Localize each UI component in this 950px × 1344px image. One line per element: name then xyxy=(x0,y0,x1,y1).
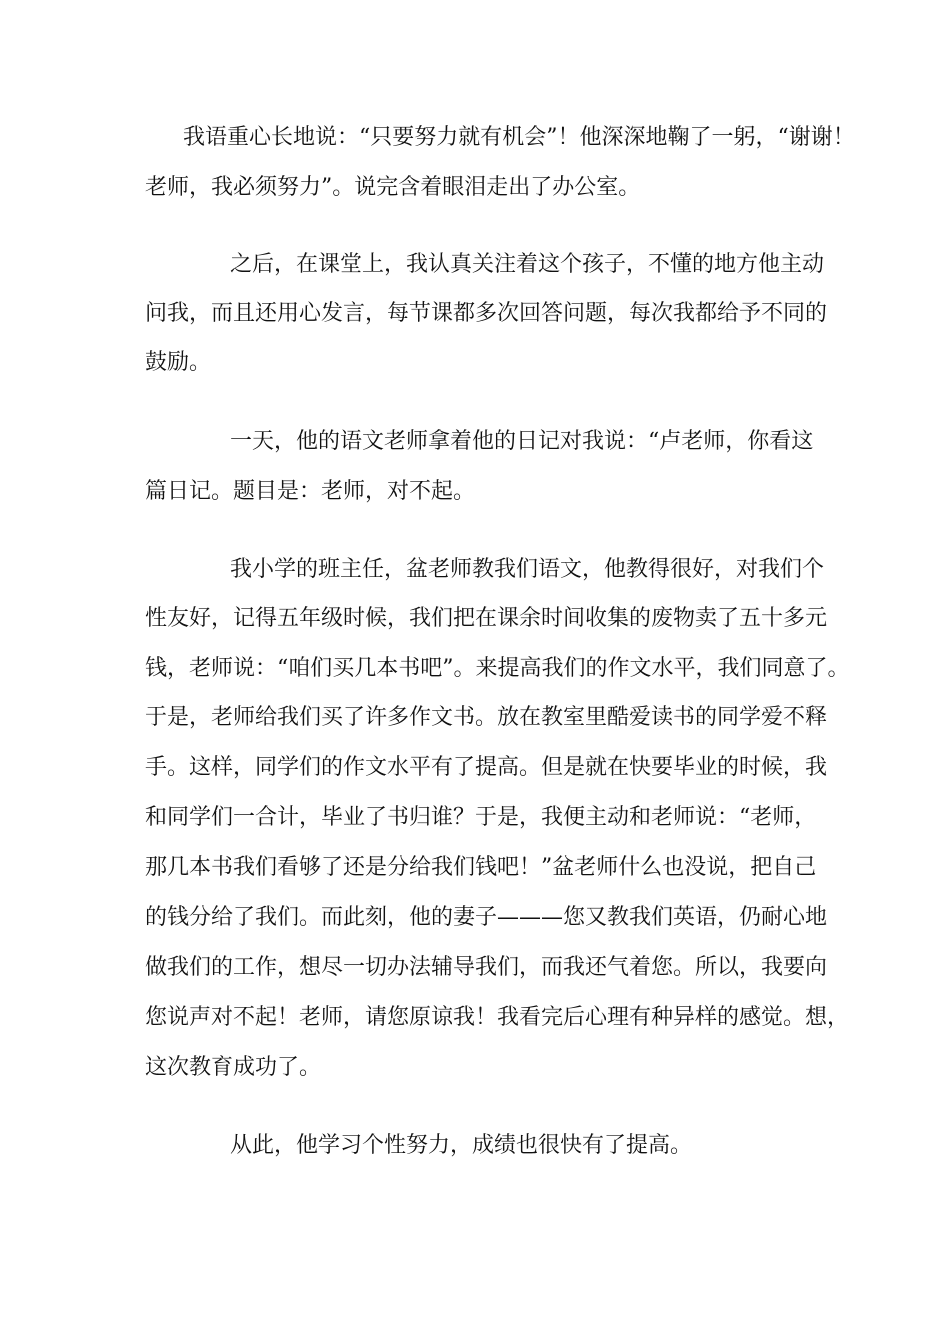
paragraph-4-line-3: 钱，老师说：“咱们买几本书吧”。来提高我们的作文水平，我们同意了。 xyxy=(145,656,850,681)
paragraph-5-line-1: 从此，他学习个性努力，成绩也很快有了提高。 xyxy=(230,1133,693,1158)
paragraph-1-line-2: 老师，我必须努力”。说完含着眼泪走出了办公室。 xyxy=(145,175,641,200)
paragraph-4-line-2: 性友好，记得五年级时候，我们把在课余时间收集的废物卖了五十多元 xyxy=(145,606,828,631)
paragraph-2-line-3: 鼓励。 xyxy=(145,350,212,375)
paragraph-4-line-11: 这次教育成功了。 xyxy=(145,1055,322,1080)
paragraph-4-line-1: 我小学的班主任，盆老师教我们语文，他教得很好，对我们个 xyxy=(230,557,825,582)
paragraph-4-line-8: 的钱分给了我们。而此刻，他的妻子———您又教我们英语，仍耐心地 xyxy=(145,905,828,930)
paragraph-4-line-6: 和同学们一合计，毕业了书归谁？于是，我便主动和老师说：“老师， xyxy=(145,805,817,830)
paragraph-3-line-2: 篇日记。题目是：老师，对不起。 xyxy=(145,479,476,504)
paragraph-4-line-9: 做我们的工作，想尽一切办法辅导我们，而我还气着您。所以，我要向 xyxy=(145,955,828,980)
paragraph-4-line-7: 那几本书我们看够了还是分给我们钱吧！”盆老师什么也没说，把自己 xyxy=(145,855,817,880)
paragraph-2-line-1: 之后，在课堂上，我认真关注着这个孩子，不懂的地方他主动 xyxy=(230,252,825,277)
paragraph-3-line-1: 一天，他的语文老师拿着他的日记对我说：“卢老师，你看这 xyxy=(230,429,814,454)
paragraph-2-line-2: 问我，而且还用心发言，每节课都多次回答问题，每次我都给予不同的 xyxy=(145,301,828,326)
paragraph-4-line-4: 于是，老师给我们买了许多作文书。放在教室里酷爱读书的同学爱不释 xyxy=(145,705,828,730)
paragraph-4-line-10: 您说声对不起！老师，请您原谅我！我看完后心理有种异样的感觉。想， xyxy=(145,1005,850,1030)
paragraph-4-line-5: 手。这样，同学们的作文水平有了提高。但是就在快要毕业的时候，我 xyxy=(145,755,828,780)
paragraph-1-line-1: 我语重心长地说：“只要努力就有机会”！他深深地鞠了一躬，“谢谢！ xyxy=(183,125,855,150)
